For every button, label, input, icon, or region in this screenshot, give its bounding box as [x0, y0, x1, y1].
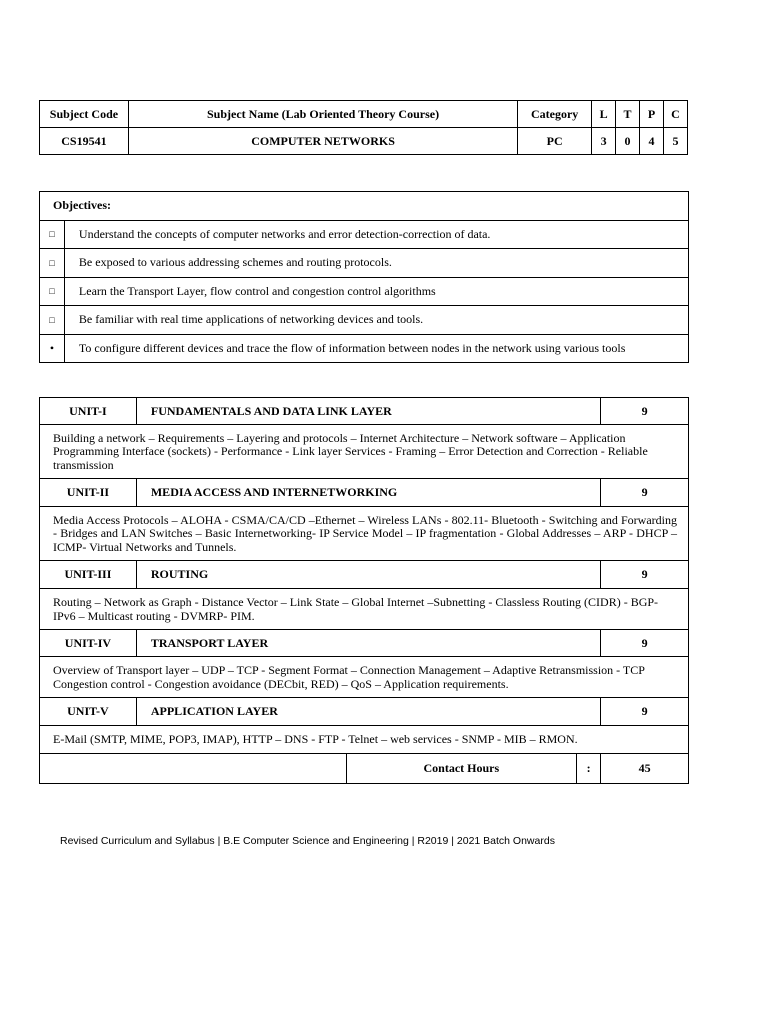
unit-content-row [40, 507, 689, 561]
subject-name-label: Subject Name (Lab Oriented Theory Course) [128, 101, 517, 128]
unit-content-row [40, 589, 689, 630]
unit-title: FUNDAMENTALS AND DATA LINK LAYER [136, 398, 600, 425]
unit-hours: 9 [601, 479, 689, 507]
unit-title: ROUTING [136, 561, 600, 589]
contact-hours-row [40, 754, 689, 784]
objective-text: Be exposed to various addressing schemes and routing protocols. [64, 249, 688, 278]
objectives-heading: Objectives: [40, 192, 689, 221]
header-values-row [40, 128, 688, 155]
practical-label: P [640, 101, 664, 128]
unit-content: Media Access Protocols – ALOHA - CSMA/CA/CD –Ethernet – Wireless LANs - 802.11- Bluetooth - Switching and Forwarding - Bridges and LAN Switches – Basic Internetworking- IP Service Model – IP fragmentation - Global Addresses – ARP - DHCP – ICMP- Virtual Networks and Tunnels. [40, 507, 689, 561]
course-header-table [39, 100, 688, 155]
bullet-icon: □ [40, 306, 65, 335]
unit-content: Building a network – Requirements – Layering and protocols – Internet Architecture – Network software – Application Programming Interface (sockets) - Performance - Link layer Services - Framing – Error Detection and Correction - Reliable transmission [40, 425, 689, 479]
bullet-icon: □ [40, 220, 65, 249]
unit-hours: 9 [601, 698, 689, 726]
objective-item [40, 334, 689, 363]
unit-content: Overview of Transport layer – UDP – TCP - Segment Format – Connection Management – Adaptive Retransmission - TCP Congestion control - Congestion avoidance (DECbit, RED) – QoS – Application requirements. [40, 657, 689, 698]
lecture-value: 3 [592, 128, 616, 155]
unit-content: Routing – Network as Graph - Distance Vector – Link State – Global Internet –Subnetting - Classless Routing (CIDR) - BGP- IPv6 – Multicast routing - DVMRP- PIM. [40, 589, 689, 630]
unit-hours: 9 [601, 398, 689, 425]
objectives-heading-row [40, 192, 689, 221]
empty-cell [40, 754, 347, 784]
unit-number: UNIT-V [40, 698, 137, 726]
unit-content: E-Mail (SMTP, MIME, POP3, IMAP), HTTP – DNS - FTP - Telnet – web services - SNMP - MIB – RMON. [40, 726, 689, 754]
tutorial-label: T [616, 101, 640, 128]
subject-code-label: Subject Code [40, 101, 129, 128]
objective-text: Learn the Transport Layer, flow control and congestion control algorithms [64, 277, 688, 306]
units-table [39, 397, 689, 784]
unit-content-row [40, 425, 689, 479]
tutorial-value: 0 [616, 128, 640, 155]
unit-header-row [40, 698, 689, 726]
unit-header-row [40, 630, 689, 657]
unit-number: UNIT-II [40, 479, 137, 507]
unit-number: UNIT-I [40, 398, 137, 425]
page-footer: Revised Curriculum and Syllabus | B.E Computer Science and Engineering | R2019 | 2021 Batch Onwards [60, 835, 555, 847]
bullet-icon: □ [40, 249, 65, 278]
subject-name-value: COMPUTER NETWORKS [128, 128, 517, 155]
contact-hours-value: 45 [601, 754, 689, 784]
unit-header-row [40, 398, 689, 425]
header-labels-row [40, 101, 688, 128]
contact-hours-label: Contact Hours [346, 754, 577, 784]
unit-header-row [40, 479, 689, 507]
unit-number: UNIT-III [40, 561, 137, 589]
objective-item [40, 249, 689, 278]
unit-hours: 9 [601, 561, 689, 589]
unit-title: APPLICATION LAYER [136, 698, 600, 726]
objective-item [40, 277, 689, 306]
credits-value: 5 [663, 128, 687, 155]
contact-hours-separator: : [577, 754, 601, 784]
objective-text: Understand the concepts of computer networks and error detection-correction of data. [64, 220, 688, 249]
lecture-label: L [592, 101, 616, 128]
objectives-table [39, 191, 689, 363]
unit-hours: 9 [601, 630, 689, 657]
unit-number: UNIT-IV [40, 630, 137, 657]
unit-header-row [40, 561, 689, 589]
subject-code-value: CS19541 [40, 128, 129, 155]
objective-text: To configure different devices and trace the flow of information between nodes in the network using various tools [64, 334, 688, 363]
unit-content-row [40, 657, 689, 698]
credits-label: C [663, 101, 687, 128]
unit-content-row [40, 726, 689, 754]
bullet-icon: • [40, 334, 65, 363]
unit-title: TRANSPORT LAYER [136, 630, 600, 657]
objective-item [40, 306, 689, 335]
objective-item [40, 220, 689, 249]
objective-text: Be familiar with real time applications of networking devices and tools. [64, 306, 688, 335]
category-label: Category [518, 101, 592, 128]
practical-value: 4 [640, 128, 664, 155]
category-value: PC [518, 128, 592, 155]
unit-title: MEDIA ACCESS AND INTERNETWORKING [136, 479, 600, 507]
bullet-icon: □ [40, 277, 65, 306]
